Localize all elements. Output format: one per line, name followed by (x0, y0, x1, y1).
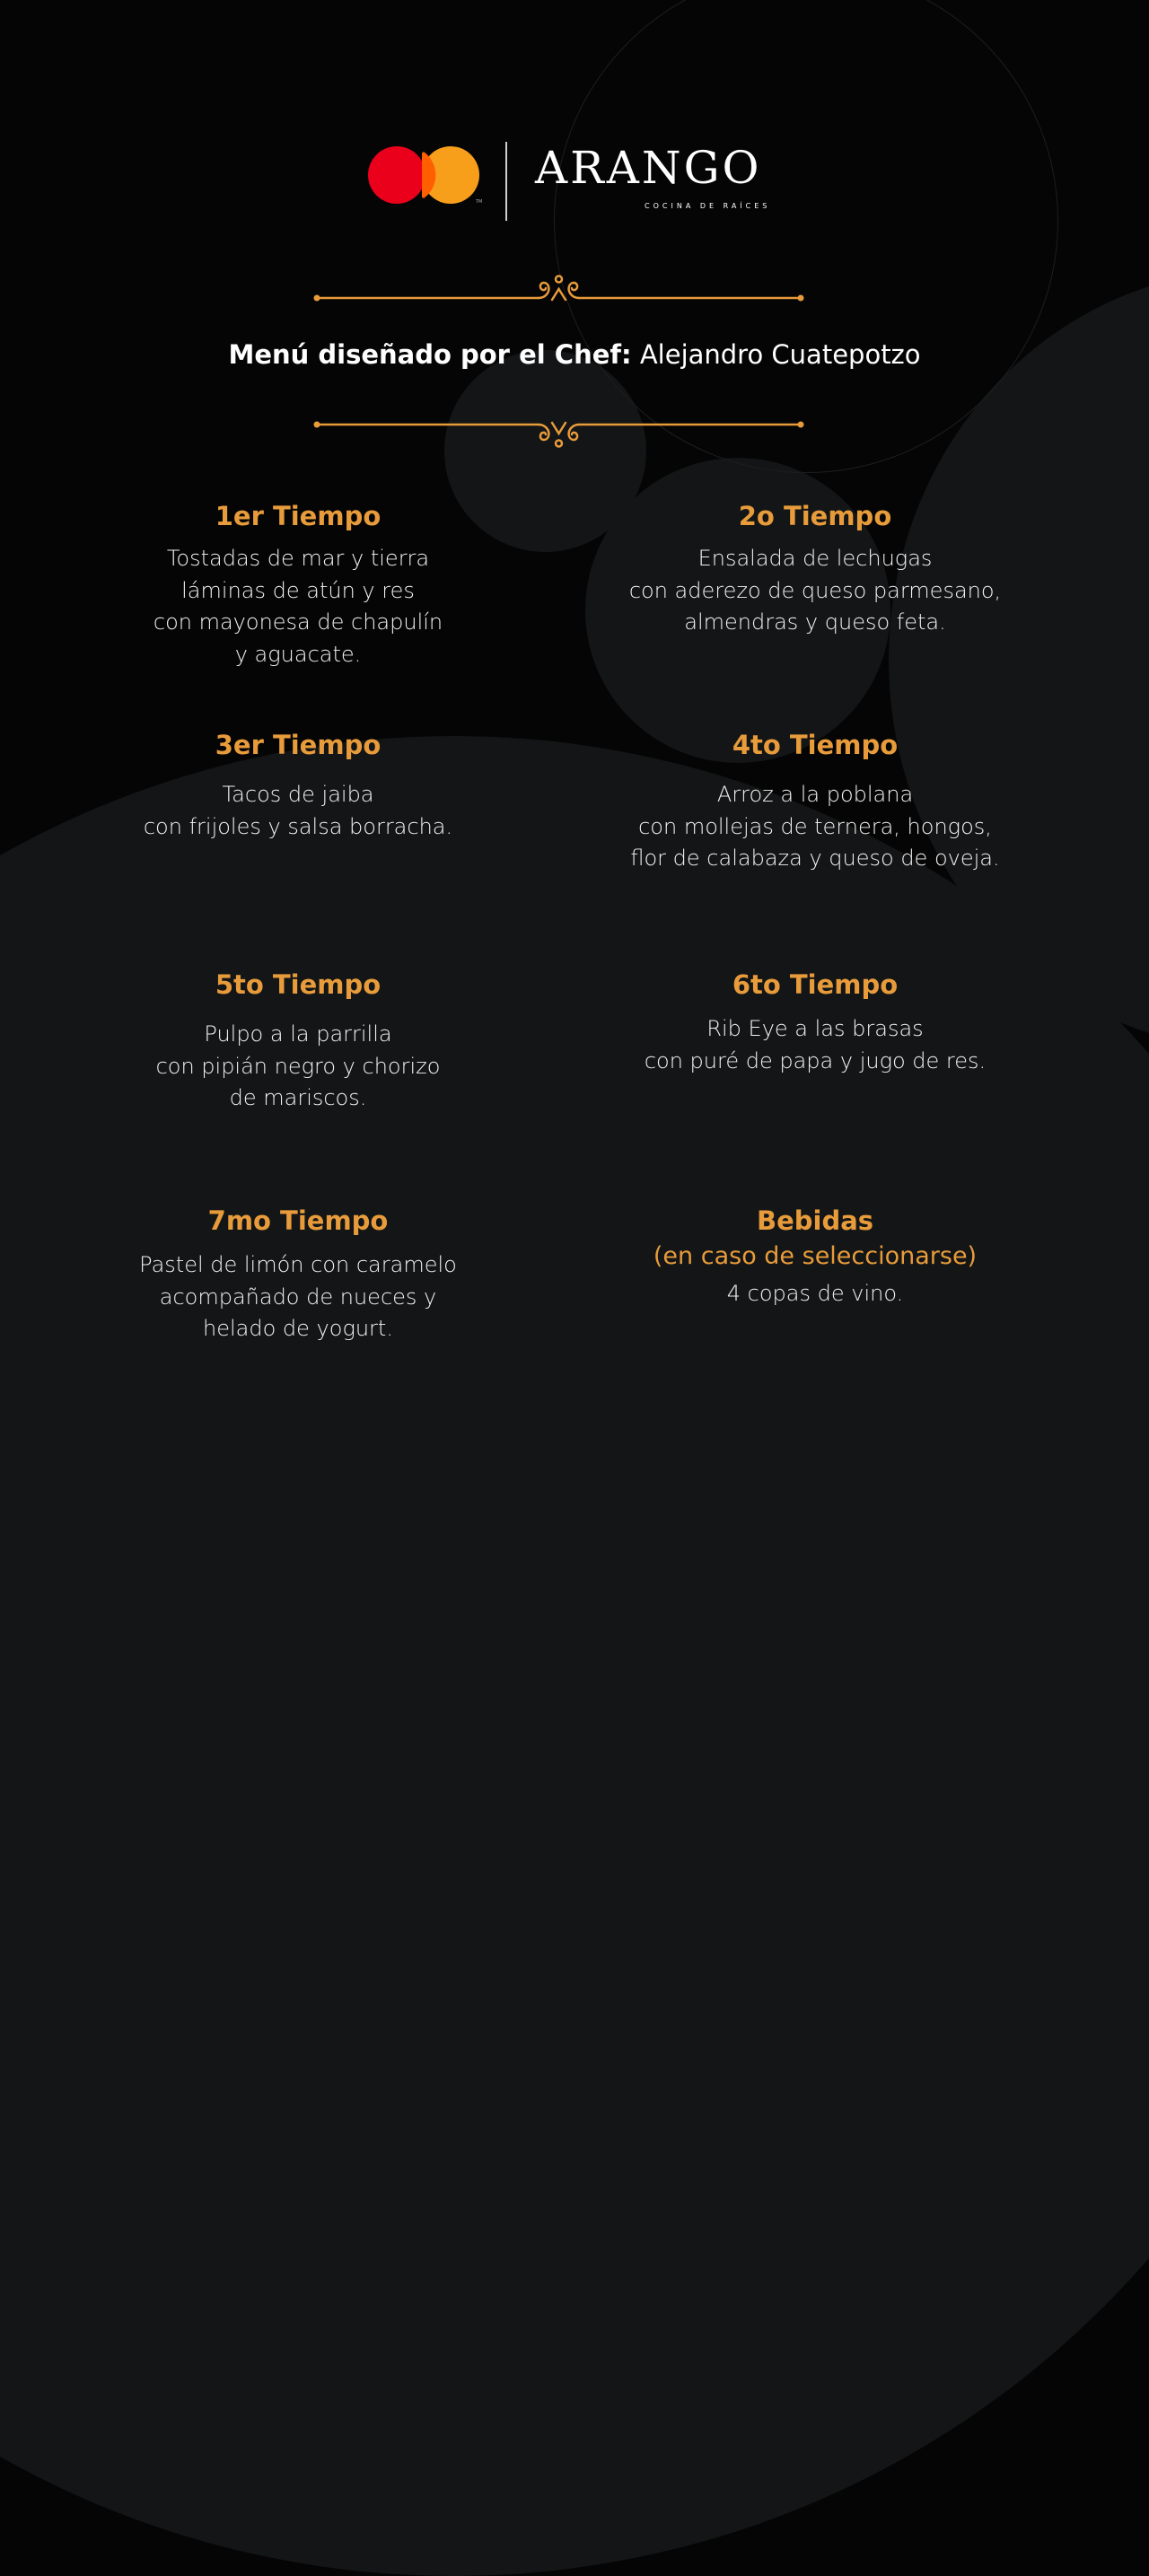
ornament-divider-bottom (310, 408, 808, 453)
course-line: Arroz a la poblana (716, 782, 914, 807)
course-description (47, 1019, 549, 1115)
course-line: láminas de atún y res (181, 577, 415, 603)
course-line: con puré de papa y jugo de res. (644, 1047, 987, 1073)
course-2 (564, 498, 1066, 639)
course-line: Pulpo a la parrilla (204, 1021, 392, 1047)
course-4 (564, 727, 1066, 875)
course-title: 1er Tiempo (215, 501, 382, 531)
course-line: flor de calabaza y queso de oveja. (630, 846, 1000, 871)
chef-credit (0, 339, 1149, 370)
logo-divider (505, 142, 507, 221)
course-description (564, 1278, 1066, 1310)
course-line: Ensalada de lechugas (697, 546, 933, 571)
course-5 (47, 967, 549, 1115)
chef-label: Menú diseñado por el Chef: (228, 339, 632, 370)
course-title: 4to Tiempo (732, 730, 899, 760)
course-description (564, 543, 1066, 639)
course-line: con aderezo de queso parmesano, (628, 577, 1002, 603)
course-line: y aguacate. (234, 641, 362, 667)
course-description (47, 779, 549, 843)
course-description (564, 1013, 1066, 1077)
course-line: helado de yogurt. (203, 1316, 393, 1341)
chef-name: Alejandro Cuatepotzo (639, 339, 921, 370)
course-title: 5to Tiempo (215, 969, 382, 1000)
course-line: con mollejas de ternera, hongos, (638, 813, 992, 839)
course-line: de mariscos. (229, 1085, 367, 1110)
course-drinks (564, 1203, 1066, 1310)
course-line: almendras y queso feta. (684, 609, 946, 635)
mastercard-overlap (422, 146, 479, 204)
course-description (47, 1249, 549, 1345)
course-line: 4 copas de vino. (726, 1281, 904, 1306)
course-line: con pipián negro y chorizo (155, 1053, 441, 1079)
course-title: 2o Tiempo (738, 501, 892, 531)
course-7 (47, 1203, 549, 1345)
course-line: Tostadas de mar y tierra (166, 546, 430, 571)
mastercard-trademark: TM (476, 199, 483, 205)
course-line: Tacos de jaiba (222, 782, 374, 807)
logo-row (0, 135, 1149, 224)
course-line: Pastel de limón con caramelo (139, 1252, 457, 1277)
course-line: con mayonesa de chapulín (153, 609, 443, 635)
brand-tagline: COCINA DE RAÍCES (645, 202, 771, 210)
mastercard-red-circle (368, 146, 425, 204)
course-title: 6to Tiempo (732, 969, 899, 1000)
course-line: Rib Eye a las brasas (706, 1016, 924, 1041)
course-line: acompañado de nueces y (159, 1284, 437, 1310)
course-description (47, 543, 549, 670)
ornament-divider-top (310, 267, 808, 312)
course-3 (47, 727, 549, 843)
course-1 (47, 498, 549, 670)
course-description (564, 779, 1066, 875)
course-6 (564, 967, 1066, 1077)
course-title: 3er Tiempo (215, 730, 382, 760)
course-line: con frijoles y salsa borracha. (143, 813, 453, 839)
course-subtitle: (en caso de seleccionarse) (653, 1242, 978, 1270)
course-title: Bebidas (756, 1205, 874, 1236)
brand-name: ARANGO (535, 142, 762, 194)
course-title: 7mo Tiempo (207, 1205, 389, 1236)
